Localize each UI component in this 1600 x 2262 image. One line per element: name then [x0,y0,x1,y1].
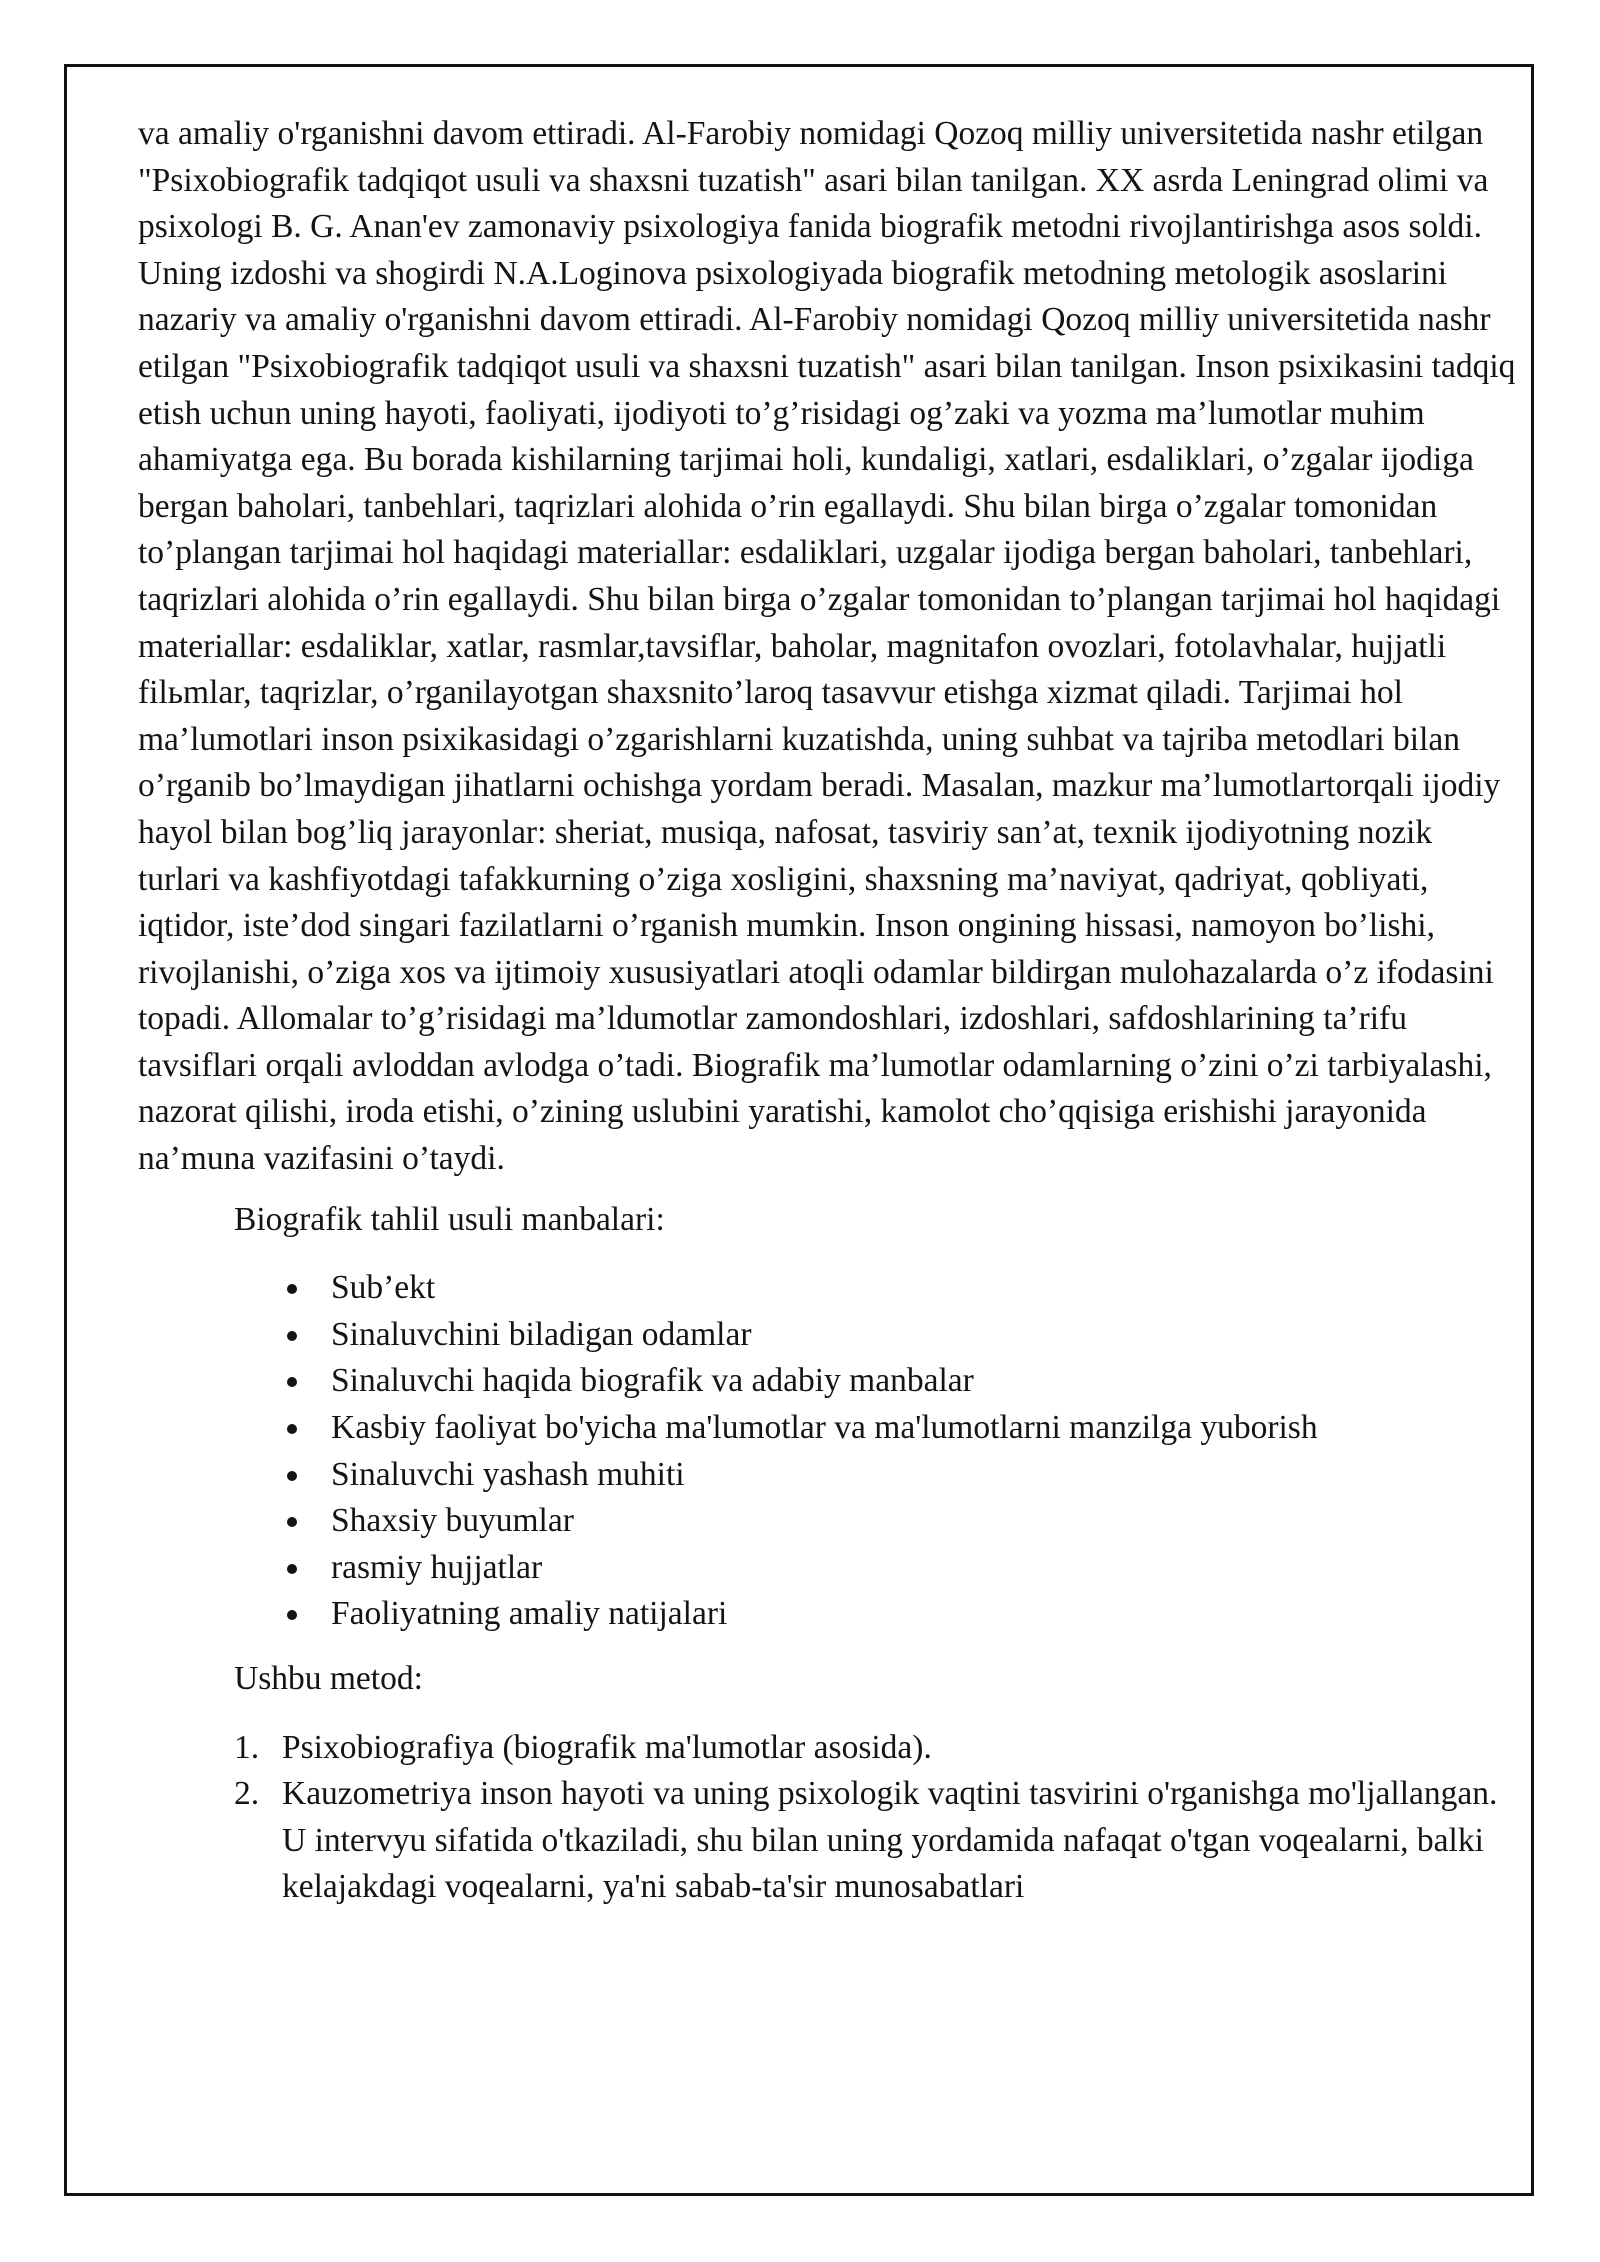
numbered-item [138,1725,1518,1772]
document-body [138,111,1518,1911]
list-item-text: Kasbiy faoliyat bo'yicha ma'lumotlar va ma'lumotlarni manzilga yuborish [331,1409,1318,1447]
list-item-text: rasmiy hujjatlar [331,1548,543,1586]
list-item [138,1545,1518,1592]
bullet-icon [287,1517,297,1527]
bullet-icon [287,1610,297,1620]
list-item-text: Shaxsiy buyumlar [331,1502,574,1540]
method-heading: Ushbu metod: [234,1660,423,1697]
list-item-text: Sinaluvchi haqida biografik va adabiy manbalar [331,1362,974,1400]
list-item [138,1358,1518,1405]
bullet-icon [287,1331,297,1341]
bullet-icon [287,1471,297,1481]
list-item-text: Sinaluvchini biladigan odamlar [331,1315,752,1353]
list-item-text: Sub’ekt [331,1269,436,1307]
numbered-item [138,1771,1518,1911]
list-item [138,1312,1518,1359]
intro-paragraph: va amaliy o'rganishni davom ettiradi. Al-Farobiy nomidagi Qozoq milliy universitetida nashr etilgan "Psixobiografik tadqiqot usuli va shaxsni tuzatish" asari bilan tanilgan. XX asrda Leningrad olimi va psixologi B. G. Anan'ev zamonaviy psixologiya fanida biografik metodni rivojlantirishga asos soldi. Uning izdoshi va shogirdi N.A.Loginova psixologiyada biografik metodning metologik asoslarini nazariy va amaliy o'rganishni davom ettiradi. Al-Farobiy nomidagi Qozoq milliy universitetida nashr etilgan "Psixobiografik tadqiqot usuli va shaxsni tuzatish" asari bilan tanilgan. Inson psixikasini tadqiq etish uchun uning hayoti, faoliyati, ijodiyoti to’g’risidagi og’zaki va yozma ma’lumotlar muhim ahamiyatga ega. Bu borada kishilarning tarjimai holi, kundaligi, xatlari, esdaliklari, o’zgalar ijodiga bergan baholari, tanbehlari, taqrizlari alohida o’rin egallaydi. Shu bilan birga o’zgalar tomonidan to’plangan tarjimai hol haqidagi materiallar: esdaliklari, uzgalar ijodiga bergan baholari, tanbehlari, taqrizlari alohida o’rin egallaydi. Shu bilan birga o’zgalar tomonidan to’plangan tarjimai hol haqidagi materiallar: esdaliklar, xatlar, rasmlar,tavsiflar, baholar, magnitafon ovozlari, fotolavhalar, hujjatli filьmlar, taqrizlar, o’rganilayotgan shaxsnito’laroq tasavvur etishga xizmat qiladi. Tarjimai hol ma’lumotlari inson psixikasidagi o’zgarishlarni kuzatishda, uning suhbat va tajriba metodlari bilan o’rganib bo’lmaydigan jihatlarni ochishga yordam beradi. Masalan, mazkur ma’lumotlartorqali ijodiy hayol bilan bog’liq jarayonlar: sheriat, musiqa, nafosat, tasviriy san’at, texnik ijodiyotning nozik turlari va kashfiyotdagi tafakkurning o’ziga xosligini, shaxsning ma’naviyat, qadriyat, qobliyati, iqtidor, iste’dod singari fazilatlarni o’rganish mumkin. Inson ongining hissasi, namoyon bo’lishi, rivojlanishi, o’ziga xos va ijtimoiy xususiyatlari atoqli odamlar bildirgan mulohazalarda o’z ifodasini topadi. Allomalar to’g’risidagi ma’ldumotlar zamondoshlari, izdoshlari, safdoshlarining ta’rifu tavsiflari orqali avloddan avlodga o’tadi. Biografik ma’lumotlar odamlarning o’zini o’zi tarbiyalashi, nazorat qilishi, iroda etishi, o’zining uslubini yaratishi, kamolot cho’qqisiga erishishi jarayonida na’muna vazifasini o’taydi. [138,115,1516,1178]
item-number: 1. [234,1728,260,1766]
numbered-item-text: Kauzometriya inson hayoti va uning psixologik vaqtini tasvirini o'rganishga mo'ljallangan. U intervyu sifatida o'tkaziladi, shu bilan uning yordamida nafaqat o'tgan voqealarni, balki kelajakdagi voqealarni, ya'ni sabab-ta'sir munosabatlari [282,1775,1498,1906]
list-item [138,1452,1518,1499]
bullet-icon [287,1377,297,1387]
page-border [64,64,1534,2196]
sources-list [138,1265,1518,1638]
bullet-icon [287,1284,297,1294]
sources-heading: Biografik tahlil usuli manbalari: [234,1200,665,1238]
numbered-item-text: Psixobiografiya (biografik ma'lumotlar asosida). [282,1728,932,1766]
list-item [138,1498,1518,1545]
list-item-text: Sinaluvchi yashash muhiti [331,1455,685,1493]
method-list [138,1725,1518,1911]
list-item-text: Faoliyatning amaliy natijalari [331,1595,728,1633]
bullet-icon [287,1564,297,1574]
item-number: 2. [234,1775,260,1813]
list-item [138,1591,1518,1638]
list-item [138,1265,1518,1312]
bullet-icon [287,1424,297,1434]
list-item [138,1405,1518,1452]
